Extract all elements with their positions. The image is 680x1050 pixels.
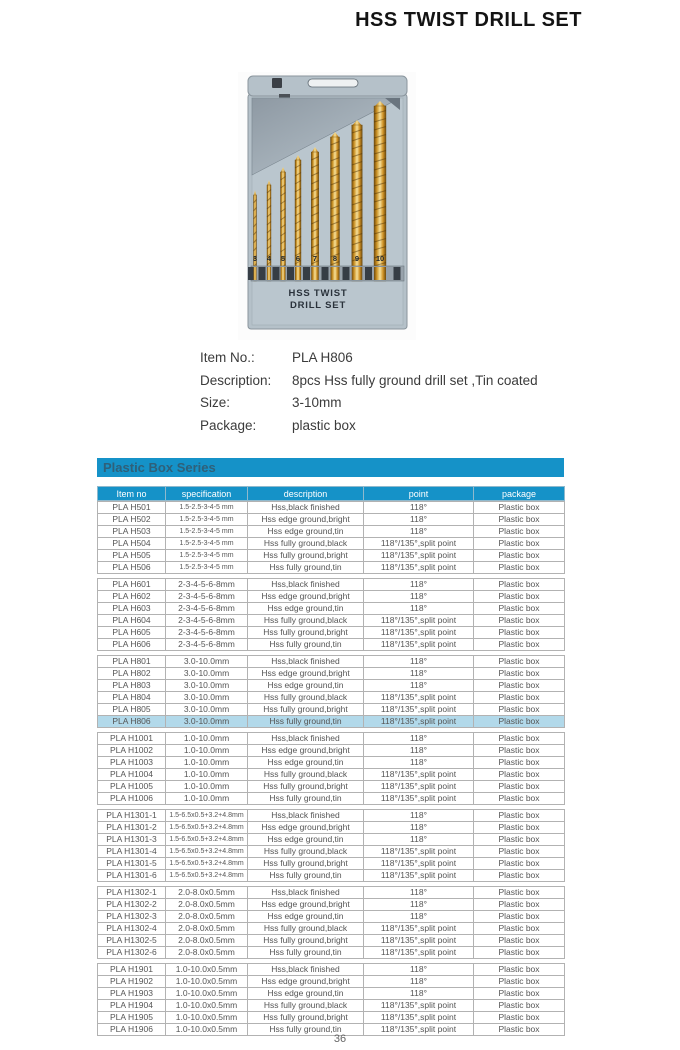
- table-row: [98, 579, 565, 591]
- table-cell: PLA H806: [98, 716, 166, 728]
- table-cell: 118°: [364, 733, 474, 745]
- table-cell: 1.0-10.0mm: [166, 745, 248, 757]
- table-cell: Hss fully ground,black: [248, 846, 364, 858]
- col-header-specification: specification: [166, 487, 248, 501]
- table-cell: 118°: [364, 822, 474, 834]
- table-cell: 1.5-6.5x0.5+3.2+4.8mm: [166, 810, 248, 822]
- table-row: [98, 733, 565, 745]
- table-row: [98, 615, 565, 627]
- svg-text:3: 3: [252, 254, 258, 263]
- spec-table-groups: [97, 501, 564, 1036]
- series-banner-label: Plastic Box Series: [103, 460, 216, 475]
- table-cell: Hss fully ground,tin: [248, 716, 364, 728]
- table-cell: PLA H602: [98, 591, 166, 603]
- table-cell: 1.5-2.5-3-4-5 mm: [166, 526, 248, 538]
- detail-row-item-no: [200, 347, 600, 370]
- table-cell: PLA H1301-3: [98, 834, 166, 846]
- table-cell: 118°: [364, 988, 474, 1000]
- table-cell: 118°: [364, 911, 474, 923]
- table-cell: 118°/135°,split point: [364, 538, 474, 550]
- detail-value: 8pcs Hss fully ground drill set ,Tin coated: [292, 372, 538, 388]
- table-cell: 1.0-10.0mm: [166, 769, 248, 781]
- table-cell: 118°/135°,split point: [364, 627, 474, 639]
- table-cell: Hss fully ground,bright: [248, 704, 364, 716]
- table-row: [98, 911, 565, 923]
- detail-label: Package:: [200, 417, 257, 433]
- table-row: [98, 988, 565, 1000]
- table-cell: 118°: [364, 887, 474, 899]
- table-cell: Plastic box: [474, 976, 565, 988]
- table-row: [98, 656, 565, 668]
- table-cell: 1.5-6.5x0.5+3.2+4.8mm: [166, 822, 248, 834]
- col-header-package: package: [474, 487, 565, 501]
- table-cell: PLA H605: [98, 627, 166, 639]
- table-cell: 118°: [364, 834, 474, 846]
- series-banner: [97, 458, 564, 477]
- table-cell: Hss fully ground,tin: [248, 947, 364, 959]
- table-cell: Plastic box: [474, 947, 565, 959]
- table-row: [98, 692, 565, 704]
- table-cell: Plastic box: [474, 834, 565, 846]
- table-cell: PLA H1302-1: [98, 887, 166, 899]
- table-cell: 1.0-10.0mm: [166, 793, 248, 805]
- table-cell: Hss,black finished: [248, 656, 364, 668]
- table-cell: 118°/135°,split point: [364, 781, 474, 793]
- table-cell: 2.0-8.0x0.5mm: [166, 887, 248, 899]
- table-cell: PLA H1302-4: [98, 923, 166, 935]
- table-row: [98, 923, 565, 935]
- table-cell: Plastic box: [474, 846, 565, 858]
- table-cell: PLA H1901: [98, 964, 166, 976]
- table-cell: Plastic box: [474, 615, 565, 627]
- table-cell: Plastic box: [474, 668, 565, 680]
- table-cell: Plastic box: [474, 656, 565, 668]
- table-cell: Hss edge ground,bright: [248, 976, 364, 988]
- table-cell: Hss fully ground,bright: [248, 627, 364, 639]
- detail-value: plastic box: [292, 417, 356, 433]
- table-row: [98, 769, 565, 781]
- table-cell: 1.5-2.5-3-4-5 mm: [166, 550, 248, 562]
- table-row: [98, 1000, 565, 1012]
- table-cell: 118°: [364, 976, 474, 988]
- table-cell: PLA H504: [98, 538, 166, 550]
- table-row: [98, 591, 565, 603]
- table-cell: Hss,black finished: [248, 964, 364, 976]
- table-cell: PLA H1005: [98, 781, 166, 793]
- table-cell: 118°: [364, 603, 474, 615]
- table-cell: Hss,black finished: [248, 810, 364, 822]
- table-cell: Plastic box: [474, 911, 565, 923]
- table-cell: PLA H1302-5: [98, 935, 166, 947]
- table-cell: Plastic box: [474, 502, 565, 514]
- table-cell: Plastic box: [474, 550, 565, 562]
- spec-table-group: [97, 578, 565, 651]
- table-cell: PLA H1301-6: [98, 870, 166, 882]
- table-cell: 118°/135°,split point: [364, 935, 474, 947]
- table-cell: Hss fully ground,tin: [248, 639, 364, 651]
- table-cell: Hss fully ground,bright: [248, 935, 364, 947]
- table-cell: Plastic box: [474, 769, 565, 781]
- table-cell: PLA H1905: [98, 1012, 166, 1024]
- table-cell: Plastic box: [474, 1012, 565, 1024]
- table-cell: 118°: [364, 656, 474, 668]
- svg-text:6: 6: [295, 254, 301, 263]
- table-cell: 2.0-8.0x0.5mm: [166, 899, 248, 911]
- table-cell: PLA H1001: [98, 733, 166, 745]
- table-row: [98, 899, 565, 911]
- table-cell: 118°: [364, 810, 474, 822]
- table-cell: Hss edge ground,bright: [248, 591, 364, 603]
- table-cell: 2.0-8.0x0.5mm: [166, 911, 248, 923]
- table-row: [98, 1012, 565, 1024]
- table-row: [98, 976, 565, 988]
- table-cell: Hss fully ground,tin: [248, 870, 364, 882]
- table-cell: PLA H1003: [98, 757, 166, 769]
- table-cell: 1.5-6.5x0.5+3.2+4.8mm: [166, 870, 248, 882]
- table-cell: Hss,black finished: [248, 502, 364, 514]
- table-row: [98, 550, 565, 562]
- table-cell: Hss fully ground,black: [248, 615, 364, 627]
- table-cell: 118°/135°,split point: [364, 704, 474, 716]
- table-cell: Hss edge ground,tin: [248, 526, 364, 538]
- table-cell: 118°: [364, 964, 474, 976]
- table-row: [98, 858, 565, 870]
- table-cell: 118°/135°,split point: [364, 846, 474, 858]
- svg-text:5: 5: [280, 254, 286, 263]
- table-cell: 3.0-10.0mm: [166, 680, 248, 692]
- spec-table: [97, 486, 564, 1036]
- table-cell: Plastic box: [474, 627, 565, 639]
- table-cell: 118°: [364, 502, 474, 514]
- table-cell: Hss edge ground,bright: [248, 745, 364, 757]
- table-cell: Hss fully ground,black: [248, 692, 364, 704]
- table-cell: Hss edge ground,tin: [248, 911, 364, 923]
- table-cell: PLA H805: [98, 704, 166, 716]
- table-cell: 118°/135°,split point: [364, 947, 474, 959]
- product-photo: [238, 72, 416, 340]
- table-cell: Plastic box: [474, 514, 565, 526]
- table-cell: PLA H1002: [98, 745, 166, 757]
- table-cell: Hss,black finished: [248, 579, 364, 591]
- header-row: [98, 487, 565, 501]
- table-cell: Hss fully ground,black: [248, 1000, 364, 1012]
- table-cell: 2-3-4-5-6-8mm: [166, 639, 248, 651]
- table-row: [98, 781, 565, 793]
- table-cell: 118°/135°,split point: [364, 639, 474, 651]
- detail-label: Description:: [200, 372, 272, 388]
- table-cell: PLA H503: [98, 526, 166, 538]
- table-cell: 118°/135°,split point: [364, 793, 474, 805]
- table-cell: PLA H1302-2: [98, 899, 166, 911]
- table-row: [98, 870, 565, 882]
- table-cell: Hss fully ground,bright: [248, 550, 364, 562]
- table-cell: 2.0-8.0x0.5mm: [166, 923, 248, 935]
- table-cell: 118°/135°,split point: [364, 1000, 474, 1012]
- table-cell: Plastic box: [474, 745, 565, 757]
- table-row: [98, 757, 565, 769]
- table-cell: 118°/135°,split point: [364, 716, 474, 728]
- table-cell: Hss fully ground,bright: [248, 1012, 364, 1024]
- table-cell: PLA H501: [98, 502, 166, 514]
- table-cell: 2-3-4-5-6-8mm: [166, 591, 248, 603]
- table-row: [98, 562, 565, 574]
- table-cell: 1.0-10.0x0.5mm: [166, 988, 248, 1000]
- table-cell: 118°: [364, 526, 474, 538]
- table-cell: 3.0-10.0mm: [166, 716, 248, 728]
- table-cell: PLA H603: [98, 603, 166, 615]
- table-cell: 1.0-10.0x0.5mm: [166, 976, 248, 988]
- table-cell: PLA H604: [98, 615, 166, 627]
- table-cell: Hss edge ground,tin: [248, 603, 364, 615]
- table-cell: Plastic box: [474, 716, 565, 728]
- table-cell: PLA H505: [98, 550, 166, 562]
- table-cell: 1.0-10.0mm: [166, 781, 248, 793]
- table-cell: 1.5-2.5-3-4-5 mm: [166, 538, 248, 550]
- table-cell: Hss,black finished: [248, 733, 364, 745]
- table-row: [98, 668, 565, 680]
- table-row: [98, 716, 565, 728]
- table-cell: 118°/135°,split point: [364, 923, 474, 935]
- table-cell: Plastic box: [474, 704, 565, 716]
- table-cell: PLA H802: [98, 668, 166, 680]
- table-row: [98, 514, 565, 526]
- detail-row-package: [200, 415, 600, 438]
- svg-text:10: 10: [375, 254, 385, 263]
- page-number: 36: [333, 1033, 347, 1045]
- detail-row-size: [200, 392, 600, 415]
- table-row: [98, 810, 565, 822]
- detail-label: Item No.:: [200, 350, 255, 365]
- table-cell: 3.0-10.0mm: [166, 692, 248, 704]
- table-cell: PLA H1906: [98, 1024, 166, 1036]
- table-cell: Hss edge ground,bright: [248, 822, 364, 834]
- table-cell: 1.0-10.0x0.5mm: [166, 964, 248, 976]
- spec-table-group: [97, 886, 565, 959]
- table-cell: Plastic box: [474, 562, 565, 574]
- table-cell: 118°/135°,split point: [364, 1012, 474, 1024]
- svg-text:4: 4: [266, 254, 272, 263]
- table-cell: Plastic box: [474, 579, 565, 591]
- table-cell: Hss fully ground,black: [248, 538, 364, 550]
- table-cell: Plastic box: [474, 935, 565, 947]
- table-cell: Hss edge ground,bright: [248, 899, 364, 911]
- table-cell: 1.5-6.5x0.5+3.2+4.8mm: [166, 858, 248, 870]
- table-cell: 118°/135°,split point: [364, 692, 474, 704]
- table-cell: 3.0-10.0mm: [166, 704, 248, 716]
- table-cell: Hss edge ground,tin: [248, 757, 364, 769]
- table-cell: Hss fully ground,tin: [248, 793, 364, 805]
- table-cell: 118°: [364, 745, 474, 757]
- table-cell: Plastic box: [474, 757, 565, 769]
- table-cell: Plastic box: [474, 733, 565, 745]
- table-row: [98, 603, 565, 615]
- table-cell: Plastic box: [474, 858, 565, 870]
- table-cell: Hss fully ground,tin: [248, 1024, 364, 1036]
- table-cell: Plastic box: [474, 899, 565, 911]
- table-row: [98, 964, 565, 976]
- svg-text:DRILL SET: DRILL SET: [289, 300, 347, 311]
- table-row: [98, 935, 565, 947]
- detail-value: 3-10mm: [292, 395, 342, 410]
- table-row: [98, 822, 565, 834]
- table-row: [98, 704, 565, 716]
- table-cell: PLA H1904: [98, 1000, 166, 1012]
- table-cell: Plastic box: [474, 680, 565, 692]
- table-cell: Plastic box: [474, 810, 565, 822]
- table-cell: PLA H1301-1: [98, 810, 166, 822]
- table-cell: 1.0-10.0x0.5mm: [166, 1000, 248, 1012]
- table-cell: PLA H1302-3: [98, 911, 166, 923]
- table-cell: Plastic box: [474, 526, 565, 538]
- table-row: [98, 627, 565, 639]
- table-cell: Hss edge ground,bright: [248, 668, 364, 680]
- table-cell: 1.0-10.0x0.5mm: [166, 1012, 248, 1024]
- table-cell: 1.5-6.5x0.5+3.2+4.8mm: [166, 834, 248, 846]
- table-row: [98, 887, 565, 899]
- table-cell: PLA H801: [98, 656, 166, 668]
- table-cell: Plastic box: [474, 1024, 565, 1036]
- table-cell: 1.5-2.5-3-4-5 mm: [166, 562, 248, 574]
- table-cell: PLA H1004: [98, 769, 166, 781]
- detail-row-description: [200, 370, 600, 393]
- spec-table-group: [97, 732, 565, 805]
- table-cell: PLA H502: [98, 514, 166, 526]
- table-cell: PLA H1301-2: [98, 822, 166, 834]
- table-cell: PLA H804: [98, 692, 166, 704]
- table-cell: PLA H1301-4: [98, 846, 166, 858]
- col-header-point: point: [364, 487, 474, 501]
- spec-table-group: [97, 501, 565, 574]
- table-row: [98, 834, 565, 846]
- table-cell: Plastic box: [474, 923, 565, 935]
- table-cell: 1.5-2.5-3-4-5 mm: [166, 502, 248, 514]
- detail-label: Size:: [200, 395, 231, 410]
- table-cell: 2.0-8.0x0.5mm: [166, 947, 248, 959]
- table-cell: PLA H803: [98, 680, 166, 692]
- table-cell: 118°/135°,split point: [364, 615, 474, 627]
- table-row: [98, 680, 565, 692]
- table-cell: 2-3-4-5-6-8mm: [166, 603, 248, 615]
- table-cell: 118°/135°,split point: [364, 858, 474, 870]
- spec-table-group: [97, 655, 565, 728]
- table-cell: Plastic box: [474, 1000, 565, 1012]
- spec-table-group: [97, 809, 565, 882]
- table-row: [98, 639, 565, 651]
- table-cell: PLA H1903: [98, 988, 166, 1000]
- table-row: [98, 526, 565, 538]
- table-cell: Plastic box: [474, 591, 565, 603]
- table-cell: PLA H1302-6: [98, 947, 166, 959]
- table-cell: 118°/135°,split point: [364, 769, 474, 781]
- table-cell: 1.0-10.0mm: [166, 757, 248, 769]
- table-cell: PLA H1006: [98, 793, 166, 805]
- table-cell: Plastic box: [474, 639, 565, 651]
- table-cell: 2-3-4-5-6-8mm: [166, 627, 248, 639]
- spec-table-header: [97, 486, 565, 501]
- table-row: [98, 846, 565, 858]
- table-row: [98, 538, 565, 550]
- table-cell: Hss edge ground,tin: [248, 988, 364, 1000]
- table-cell: 118°/135°,split point: [364, 870, 474, 882]
- svg-text:8: 8: [332, 254, 338, 263]
- table-cell: PLA H606: [98, 639, 166, 651]
- table-cell: 118°: [364, 591, 474, 603]
- table-row: [98, 947, 565, 959]
- table-cell: PLA H601: [98, 579, 166, 591]
- table-cell: Hss,black finished: [248, 887, 364, 899]
- table-row: [98, 793, 565, 805]
- table-cell: Hss fully ground,black: [248, 923, 364, 935]
- table-cell: 2-3-4-5-6-8mm: [166, 579, 248, 591]
- table-cell: 3.0-10.0mm: [166, 668, 248, 680]
- table-cell: Hss edge ground,bright: [248, 514, 364, 526]
- table-cell: Plastic box: [474, 603, 565, 615]
- table-cell: Plastic box: [474, 538, 565, 550]
- table-cell: 118°: [364, 680, 474, 692]
- table-cell: Plastic box: [474, 870, 565, 882]
- table-cell: PLA H1301-5: [98, 858, 166, 870]
- svg-text:7: 7: [312, 254, 318, 263]
- table-cell: Plastic box: [474, 822, 565, 834]
- table-cell: 1.5-6.5x0.5+3.2+4.8mm: [166, 846, 248, 858]
- table-cell: 1.0-10.0x0.5mm: [166, 1024, 248, 1036]
- table-cell: 118°: [364, 514, 474, 526]
- table-cell: PLA H506: [98, 562, 166, 574]
- drill-set-box-image: [238, 72, 416, 340]
- table-cell: Hss fully ground,bright: [248, 858, 364, 870]
- table-cell: 1.5-2.5-3-4-5 mm: [166, 514, 248, 526]
- table-cell: Hss fully ground,bright: [248, 781, 364, 793]
- page-title: HSS TWIST DRILL SET: [355, 9, 582, 31]
- table-cell: 118°: [364, 668, 474, 680]
- table-cell: 118°/135°,split point: [364, 562, 474, 574]
- product-details: [200, 347, 600, 437]
- table-cell: 118°: [364, 757, 474, 769]
- table-row: [98, 745, 565, 757]
- table-cell: PLA H1902: [98, 976, 166, 988]
- svg-text:9: 9: [354, 254, 360, 263]
- detail-value: PLA H806: [292, 350, 353, 365]
- table-cell: 118°: [364, 579, 474, 591]
- table-cell: 118°/135°,split point: [364, 1024, 474, 1036]
- table-cell: 2-3-4-5-6-8mm: [166, 615, 248, 627]
- spec-table-group: [97, 963, 565, 1036]
- table-cell: Hss fully ground,black: [248, 769, 364, 781]
- table-cell: Plastic box: [474, 781, 565, 793]
- table-cell: Plastic box: [474, 692, 565, 704]
- table-cell: Plastic box: [474, 988, 565, 1000]
- table-cell: Plastic box: [474, 964, 565, 976]
- table-cell: 1.0-10.0mm: [166, 733, 248, 745]
- table-cell: Hss edge ground,tin: [248, 834, 364, 846]
- table-cell: Plastic box: [474, 887, 565, 899]
- svg-text:HSS TWIST: HSS TWIST: [288, 288, 348, 299]
- table-cell: Plastic box: [474, 793, 565, 805]
- table-cell: 3.0-10.0mm: [166, 656, 248, 668]
- table-cell: Hss fully ground,tin: [248, 562, 364, 574]
- table-cell: 2.0-8.0x0.5mm: [166, 935, 248, 947]
- col-header-item-no: Item no: [98, 487, 166, 501]
- table-cell: 118°/135°,split point: [364, 550, 474, 562]
- table-cell: Hss edge ground,tin: [248, 680, 364, 692]
- table-row: [98, 502, 565, 514]
- table-cell: 118°: [364, 899, 474, 911]
- col-header-description: description: [248, 487, 364, 501]
